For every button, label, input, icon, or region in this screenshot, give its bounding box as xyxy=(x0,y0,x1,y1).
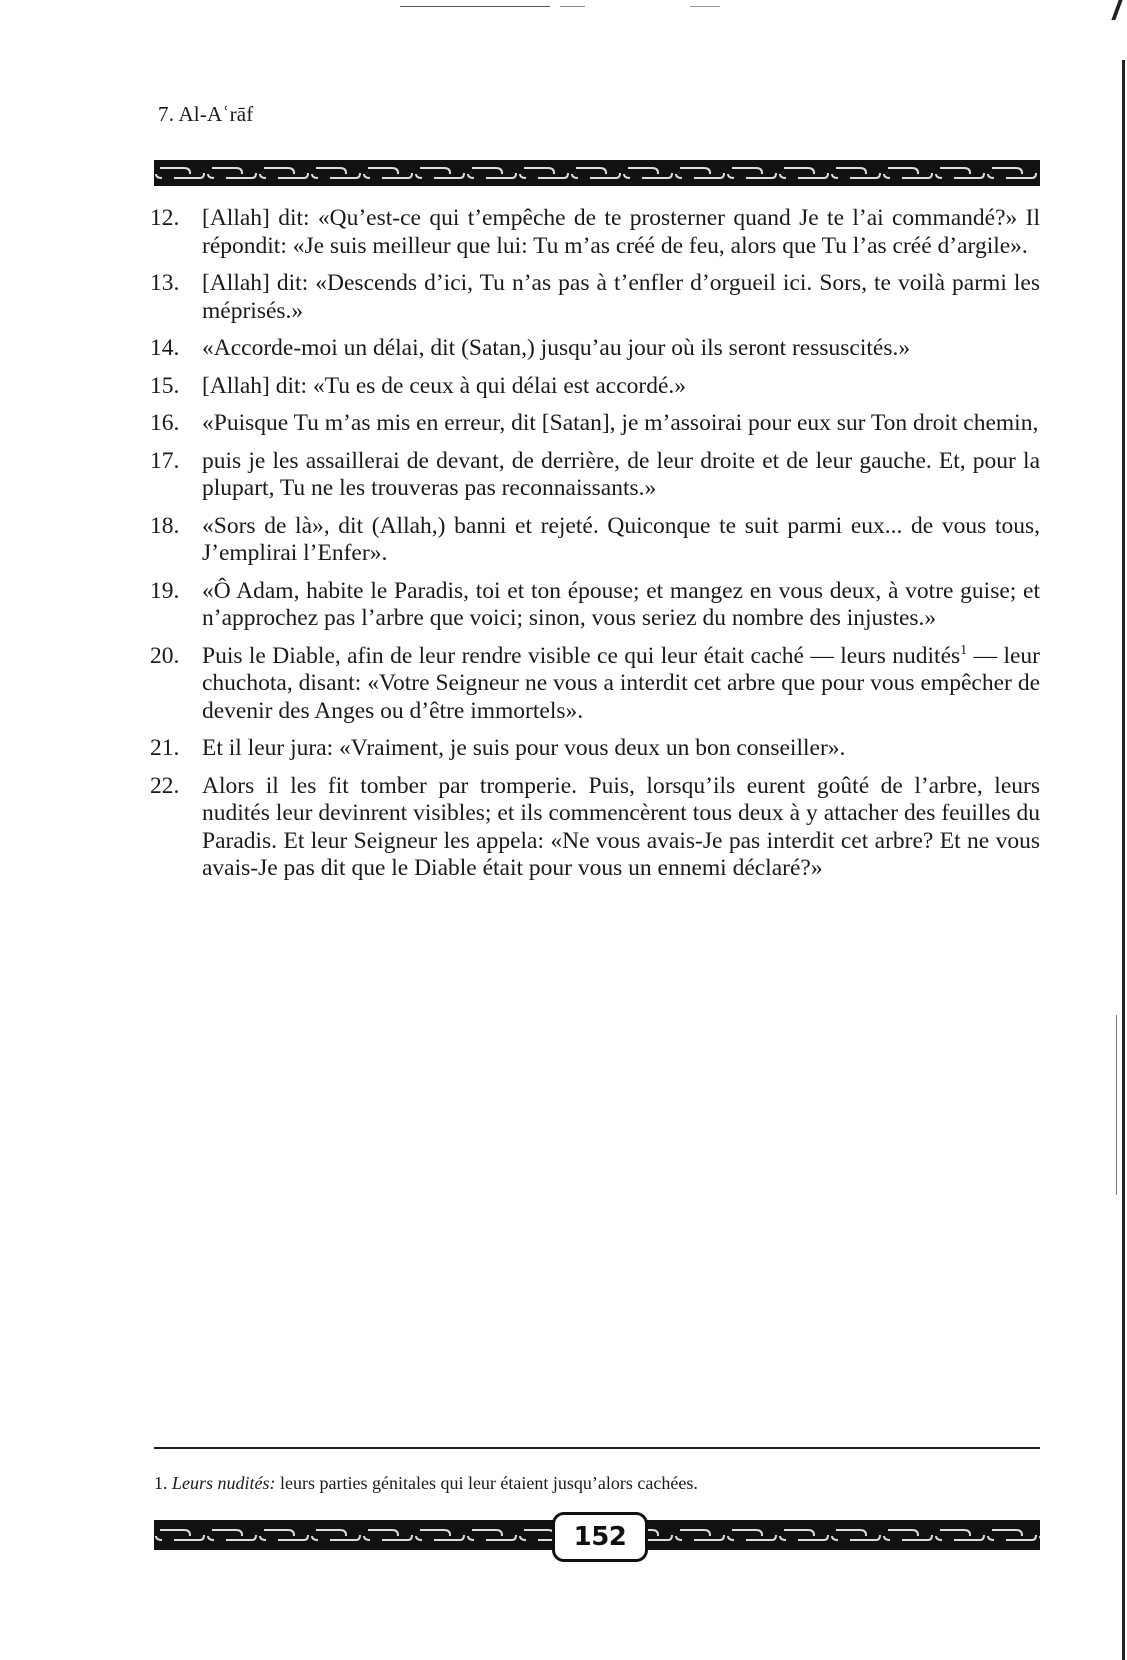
footnote-number: 1. xyxy=(154,1473,168,1493)
verse-text xyxy=(202,643,1040,724)
page-number: 152 xyxy=(552,1512,648,1562)
verse-number: 12. xyxy=(150,205,180,231)
verse-text: [Allah] dit: «Descends d’ici, Tu n’as pas à t’enfler d’orgueil ici. Sors, te voilà parmi les méprisés.» xyxy=(202,270,1040,324)
verse-text: «Ô Adam, habite le Paradis, toi et ton épouse; et mangez en vous deux, à votre guise; et n’approchez pas l’arbre que voici; sinon, vous seriez du nombre des injustes.» xyxy=(202,577,1040,631)
verse-text: «Sors de là», dit (Allah,) banni et rejeté. Quiconque te suit parmi eux... de vous tous, J’emplirai l’Enfer». xyxy=(202,512,1040,566)
verse-12 xyxy=(150,205,1040,260)
chain-ornament-icon xyxy=(154,160,1040,186)
scan-corner-mark xyxy=(1111,0,1122,20)
verse-number: 15. xyxy=(150,372,180,399)
scan-artifact-line xyxy=(560,6,585,7)
footnote xyxy=(154,1473,1040,1494)
footnote-term: Leurs nudités: xyxy=(172,1473,276,1493)
verse-number: 22. xyxy=(150,772,180,799)
footnote-separator xyxy=(154,1447,1040,1449)
verse-number: 19. xyxy=(150,577,180,604)
verse-text: «Puisque Tu m’as mis en erreur, dit [Satan], je m’assoirai pour eux sur Ton droit chemin, xyxy=(202,410,1039,436)
verse-16 xyxy=(150,410,1040,438)
verse-text: puis je les assaillerai de devant, de derrière, de leur droite et de leur gauche. Et, pour la plupart, Tu ne les trouveras pas reconnaissants.» xyxy=(202,447,1040,501)
verse-text: «Accorde-moi un délai, dit (Satan,) jusqu’au jour où ils seront ressuscités.» xyxy=(202,335,911,361)
verse-18 xyxy=(150,513,1040,568)
scan-right-mark xyxy=(1116,1015,1117,1195)
verse-15 xyxy=(150,373,1040,401)
footnote-text: leurs parties génitales qui leur étaient jusqu’alors cachées. xyxy=(275,1473,698,1493)
verse-number: 20. xyxy=(150,642,180,669)
verse-text-part: Puis le Diable, afin de leur rendre visible ce qui leur était caché — leurs nudités xyxy=(202,642,961,669)
verse-number: 13. xyxy=(150,270,180,296)
scan-artifact-line xyxy=(690,6,720,7)
verse-19 xyxy=(150,578,1040,633)
verse-20 xyxy=(150,643,1040,726)
verse-14 xyxy=(150,335,1040,363)
scan-artifact-line xyxy=(400,6,550,7)
verse-22 xyxy=(150,773,1040,883)
verse-number: 16. xyxy=(150,410,180,436)
verse-17 xyxy=(150,448,1040,503)
decorative-border-top xyxy=(154,160,1040,186)
verse-number: 14. xyxy=(150,335,180,361)
verse-21 xyxy=(150,735,1040,763)
verse-number: 18. xyxy=(150,512,180,539)
footnote-reference[interactable]: 1 xyxy=(960,642,968,658)
running-title: 7. Al-Aʿrāf xyxy=(158,102,254,126)
verse-text: [Allah] dit: «Tu es de ceux à qui délai est accordé.» xyxy=(202,372,686,399)
verse-list xyxy=(150,205,1040,893)
scan-right-edge xyxy=(1122,60,1125,1660)
verse-text: Alors il les fit tomber par tromperie. Puis, lorsqu’ils eurent goûté de l’arbre, leurs nudités leur devinrent visibles; et ils commencèrent tous deux à y attacher des feuilles du Paradis. Et leur Seigneur les appela: «Ne vous avais-Je pas interdit cet arbre? Et ne vous avais-Je pas dit que le Diable était pour vous un ennemi déclaré?» xyxy=(202,772,1040,881)
verse-number: 17. xyxy=(150,447,180,474)
verse-text: [Allah] dit: «Qu’est-ce qui t’empêche de te prosterner quand Je te l’ai commandé?» Il répondit: «Je suis meilleur que lui: Tu m’as créé de feu, alors que Tu l’as créé d’argile». xyxy=(202,205,1040,259)
verse-text: Et il leur jura: «Vraiment, je suis pour vous deux un bon conseiller». xyxy=(202,735,846,761)
verse-13 xyxy=(150,270,1040,325)
verse-text-part: — leur chuchota, disant: «Votre Seigneur ne vous a interdit cet arbre que pour vous empêcher de devenir des Anges ou d’être immortels». xyxy=(202,642,1040,724)
verse-number: 21. xyxy=(150,735,180,761)
